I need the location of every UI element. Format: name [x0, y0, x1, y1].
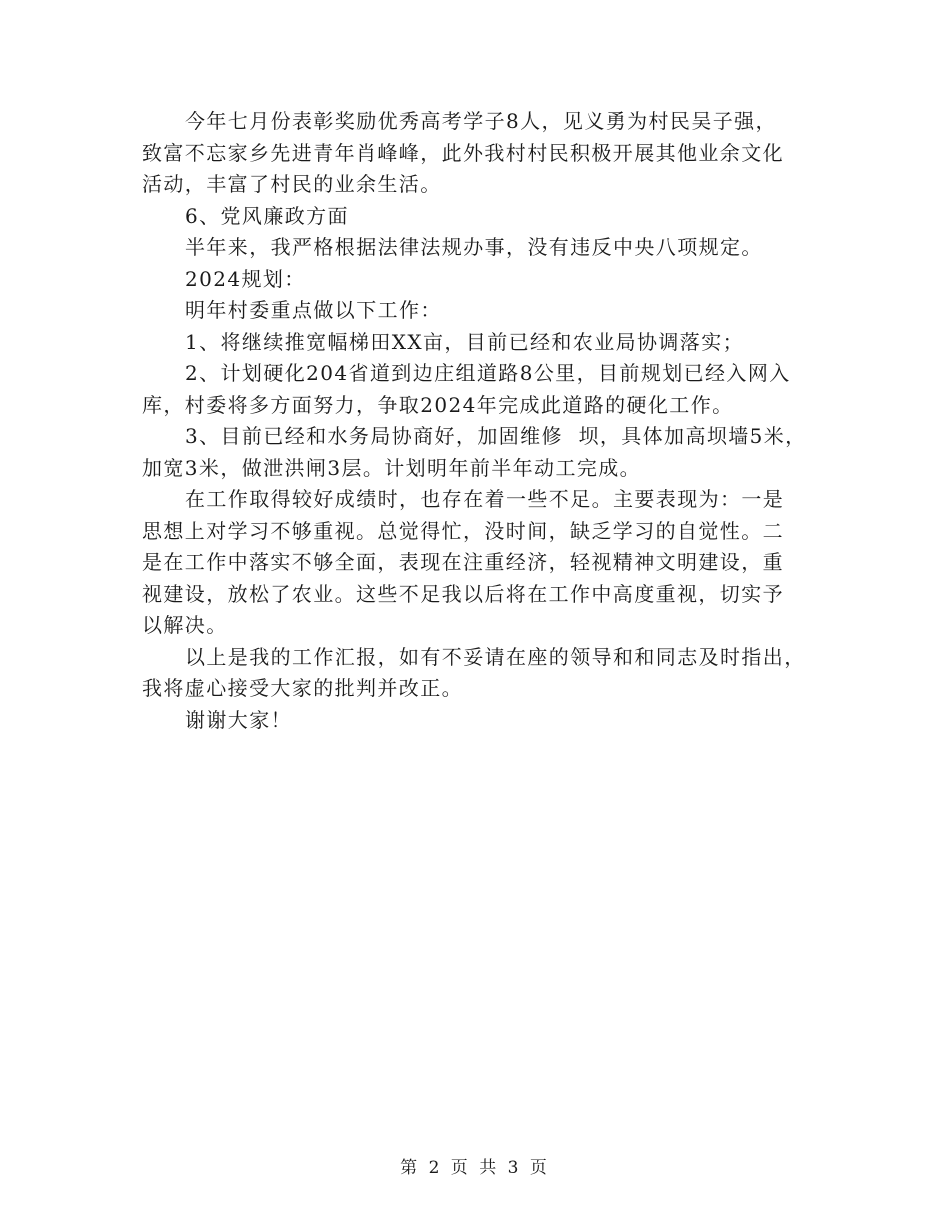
- text-line: 半年来，我严格根据法律法规办事，没有违反中央八项规定。: [185, 235, 763, 259]
- closing-line: 谢谢大家！: [185, 707, 292, 732]
- section-heading: 6、党风廉政方面: [185, 203, 349, 228]
- list-item: 1、将继续推宽幅梯田XX亩，目前已经和农业局协调落实；: [185, 329, 745, 354]
- text-line: 以上是我的工作汇报，如有不妥请在座的领导和和同志及时指出，: [185, 644, 806, 669]
- text-line: 致富不忘家乡先进青年肖峰峰，此外我村村民积极开展其他业余文化: [142, 140, 784, 165]
- text-line: 思想上对学习不够重视。总觉得忙，没时间，缺乏学习的自觉性。二: [142, 518, 784, 543]
- text-line: 在工作取得较好成绩时，也存在着一些不足。主要表现为：一是: [185, 487, 785, 511]
- list-item: 2、计划硬化204省道到边庄组道路8公里，目前规划已经入网入: [185, 361, 791, 385]
- text-line: 是在工作中落实不够全面，表现在注重经济，轻视精神文明建设，重: [142, 550, 784, 574]
- text-line: 今年七月份表彰奖励优秀高考学子8人，见义勇为村民吴子强，: [185, 109, 777, 133]
- list-item: 3、目前已经和水务局协商好，加固维修 坝，具体加高坝墙5米，: [185, 424, 807, 448]
- section-heading: 2024规划：: [185, 266, 306, 291]
- document-body: [142, 106, 810, 736]
- text-line: 视建设，放松了农业。这些不足我以后将在工作中高度重视，切实予: [142, 581, 784, 606]
- text-line: 库，村委将多方面努力，争取2024年完成此道路的硬化工作。: [142, 392, 734, 417]
- page-number: 第 2 页 共 3 页: [400, 1158, 550, 1178]
- text-line: 我将虚心接受大家的批判并改正。: [142, 676, 463, 700]
- text-line: 活动，丰富了村民的业余生活。: [142, 172, 442, 196]
- text-line: 加宽3米，做泄洪闸3层。计划明年前半年动工完成。: [142, 455, 642, 480]
- text-line: 明年村委重点做以下工作：: [185, 298, 442, 322]
- text-line: 以解决。: [142, 613, 228, 637]
